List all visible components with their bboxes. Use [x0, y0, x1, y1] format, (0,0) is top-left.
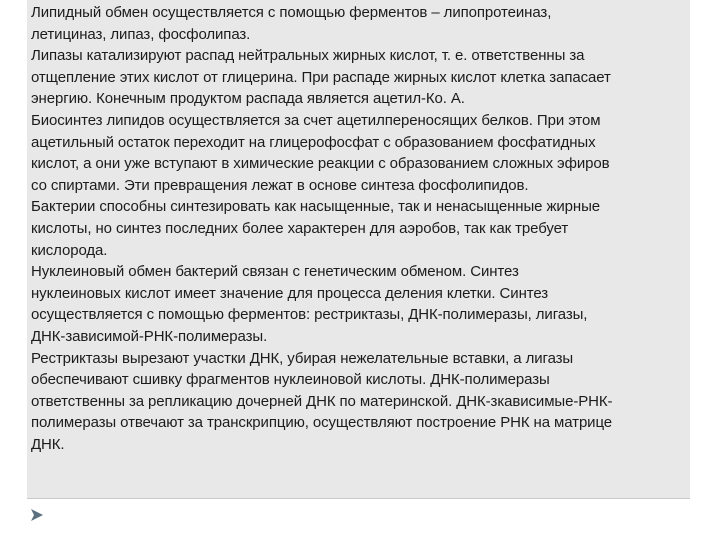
text-line: летициназ, липаз, фосфолипаз.	[31, 25, 251, 43]
text-line: Бактерии способны синтезировать как насыщенные, так и ненасыщенные жирные	[31, 198, 601, 216]
divider	[27, 498, 690, 499]
text-line: энергию. Конечным продуктом распада является ацетил-Ко. А.	[31, 90, 465, 108]
text-line: осуществляется с помощью ферментов: рестриктазы, ДНК-полимеразы, лигазы,	[31, 306, 588, 324]
text-line: кислот, а они уже вступают в химические реакции с образованием сложных эфиров	[31, 155, 610, 173]
text-line: Биосинтез липидов осуществляется за счет ацетилпереносящих белков. При этом	[31, 111, 601, 129]
text-line: кислорода.	[31, 241, 108, 259]
triangle-bullet-icon	[30, 508, 44, 522]
text-line: Нуклеиновый обмен бактерий связан с генетическим обменом. Синтез	[31, 263, 519, 281]
text-line: отщепление этих кислот от глицерина. При распаде жирных кислот клетка запасает	[31, 68, 611, 86]
text-line: кислоты, но синтез последних более характерен для аэробов, так как требует	[31, 219, 569, 237]
text-line: ацетильный остаток переходит на глицерофосфат с образованием фосфатидных	[31, 133, 596, 151]
text-line: полимеразы отвечают за транскрипцию, осуществляют построение РНК на матрице	[31, 414, 613, 432]
text-line: ДНК.	[31, 435, 65, 453]
text-line: ДНК-зависимой-РНК-полимеразы.	[31, 327, 268, 345]
text-line: Рестриктазы вырезают участки ДНК, убирая нежелательные вставки, а лигазы	[31, 349, 574, 367]
text-line: со спиртами. Эти превращения лежат в основе синтеза фосфолипидов.	[31, 176, 529, 194]
text-line: Липидный обмен осуществляется с помощью ферментов – липопротеиназ,	[31, 4, 552, 21]
text-line: Липазы катализируют распад нейтральных жирных кислот, т. е. ответственны за	[31, 47, 585, 65]
document-body	[31, 2, 691, 455]
text-line: нуклеиновых кислот имеет значение для процесса деления клетки. Синтез	[31, 284, 549, 302]
text-line: обеспечивают сшивку фрагментов нуклеиновой кислоты. ДНК-полимеразы	[31, 371, 550, 389]
text-line: ответственны за репликацию дочерней ДНК по материнской. ДНК-зкависимые-РНК-	[31, 392, 613, 410]
